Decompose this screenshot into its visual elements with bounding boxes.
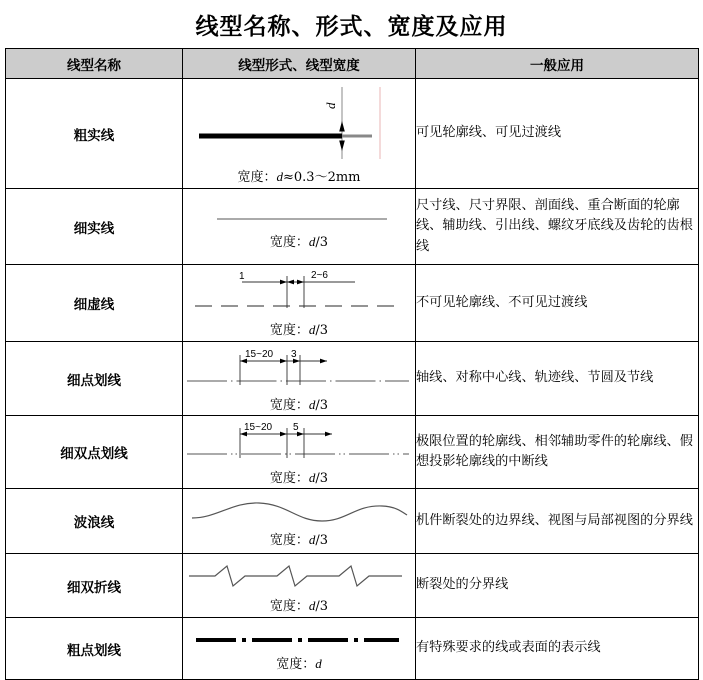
page-title: 线型名称、形式、宽度及应用 bbox=[195, 13, 508, 40]
thin-dashed-line-figure bbox=[187, 268, 412, 318]
application-cell: 机件断裂处的边界线、视图与局部视图的分界线 bbox=[416, 489, 699, 554]
line-form-cell bbox=[183, 342, 416, 416]
width-label: 宽度：d≈0.3～2mm bbox=[237, 168, 361, 185]
dim-short-label: 5 bbox=[292, 422, 299, 433]
line-form-cell bbox=[183, 79, 416, 189]
table-row bbox=[6, 489, 699, 554]
application-cell: 极限位置的轮廓线、相邻辅助零件的轮廓线、假想投影轮廓线的中断线 bbox=[416, 416, 699, 489]
table-row bbox=[6, 342, 699, 416]
svg-text:d: d bbox=[322, 102, 338, 109]
zigzag-line-figure bbox=[187, 558, 412, 594]
width-label: 宽度：d/3 bbox=[269, 233, 329, 250]
header-general-application: 一般应用 bbox=[416, 49, 699, 79]
width-label: 宽度：d/3 bbox=[269, 322, 329, 338]
line-name-cell: 细双折线 bbox=[6, 554, 183, 618]
header-line-name: 线型名称 bbox=[6, 49, 183, 79]
thick-solid-line-figure bbox=[187, 83, 412, 165]
table-row bbox=[6, 265, 699, 342]
width-label: 宽度：d/3 bbox=[269, 470, 329, 486]
application-cell: 不可见轮廓线、不可见过渡线 bbox=[416, 265, 699, 342]
table-header-row bbox=[6, 49, 699, 79]
line-name-cell: 细虚线 bbox=[6, 265, 183, 342]
application-cell: 轴线、对称中心线、轨迹线、节圆及节线 bbox=[416, 342, 699, 416]
application-cell: 有特殊要求的线或表面的表示线 bbox=[416, 618, 699, 680]
line-form-cell bbox=[183, 554, 416, 618]
line-name-cell: 粗点划线 bbox=[6, 618, 183, 680]
line-name-cell: 细点划线 bbox=[6, 342, 183, 416]
width-label: 宽度：d/3 bbox=[269, 396, 329, 413]
table-row bbox=[6, 554, 699, 618]
line-name-cell: 波浪线 bbox=[6, 489, 183, 554]
dim-short-label: 3 bbox=[290, 348, 297, 360]
dim-long-label: 15~20 bbox=[244, 348, 273, 360]
application-cell: 可见轮廓线、可见过渡线 bbox=[416, 79, 699, 189]
thin-solid-line-figure bbox=[187, 204, 412, 230]
table-row bbox=[6, 618, 699, 680]
width-label: 宽度：d bbox=[276, 655, 322, 672]
table-row bbox=[6, 189, 699, 265]
line-name-cell: 粗实线 bbox=[6, 79, 183, 189]
application-cell: 断裂处的分界线 bbox=[416, 554, 699, 618]
line-name-cell: 细双点划线 bbox=[6, 416, 183, 489]
header-line-form-width: 线型形式、线型宽度 bbox=[183, 49, 416, 79]
application-cell: 尺寸线、尺寸界限、剖面线、重合断面的轮廓线、辅助线、引出线、螺纹牙底线及齿轮的齿根线 bbox=[416, 189, 699, 265]
dim-gap-label: 1 bbox=[238, 271, 245, 282]
line-form-cell bbox=[183, 189, 416, 265]
wavy-line-figure bbox=[187, 494, 412, 528]
thick-dash-dot-line-figure bbox=[187, 626, 412, 652]
thin-dash-dot-line-figure bbox=[187, 345, 412, 393]
dim-dash-label: 2~6 bbox=[310, 270, 328, 281]
dim-long-label: 15~20 bbox=[243, 422, 272, 433]
line-type-table bbox=[5, 48, 699, 680]
thin-dash-double-dot-line-figure bbox=[187, 418, 412, 466]
line-form-cell bbox=[183, 416, 416, 489]
line-form-cell bbox=[183, 618, 416, 680]
table-row bbox=[6, 79, 699, 189]
table-row bbox=[6, 416, 699, 489]
line-form-cell bbox=[183, 265, 416, 342]
line-form-cell bbox=[183, 489, 416, 554]
width-label: 宽度：d/3 bbox=[269, 532, 329, 548]
width-label: 宽度：d/3 bbox=[269, 597, 329, 614]
line-name-cell: 细实线 bbox=[6, 189, 183, 265]
